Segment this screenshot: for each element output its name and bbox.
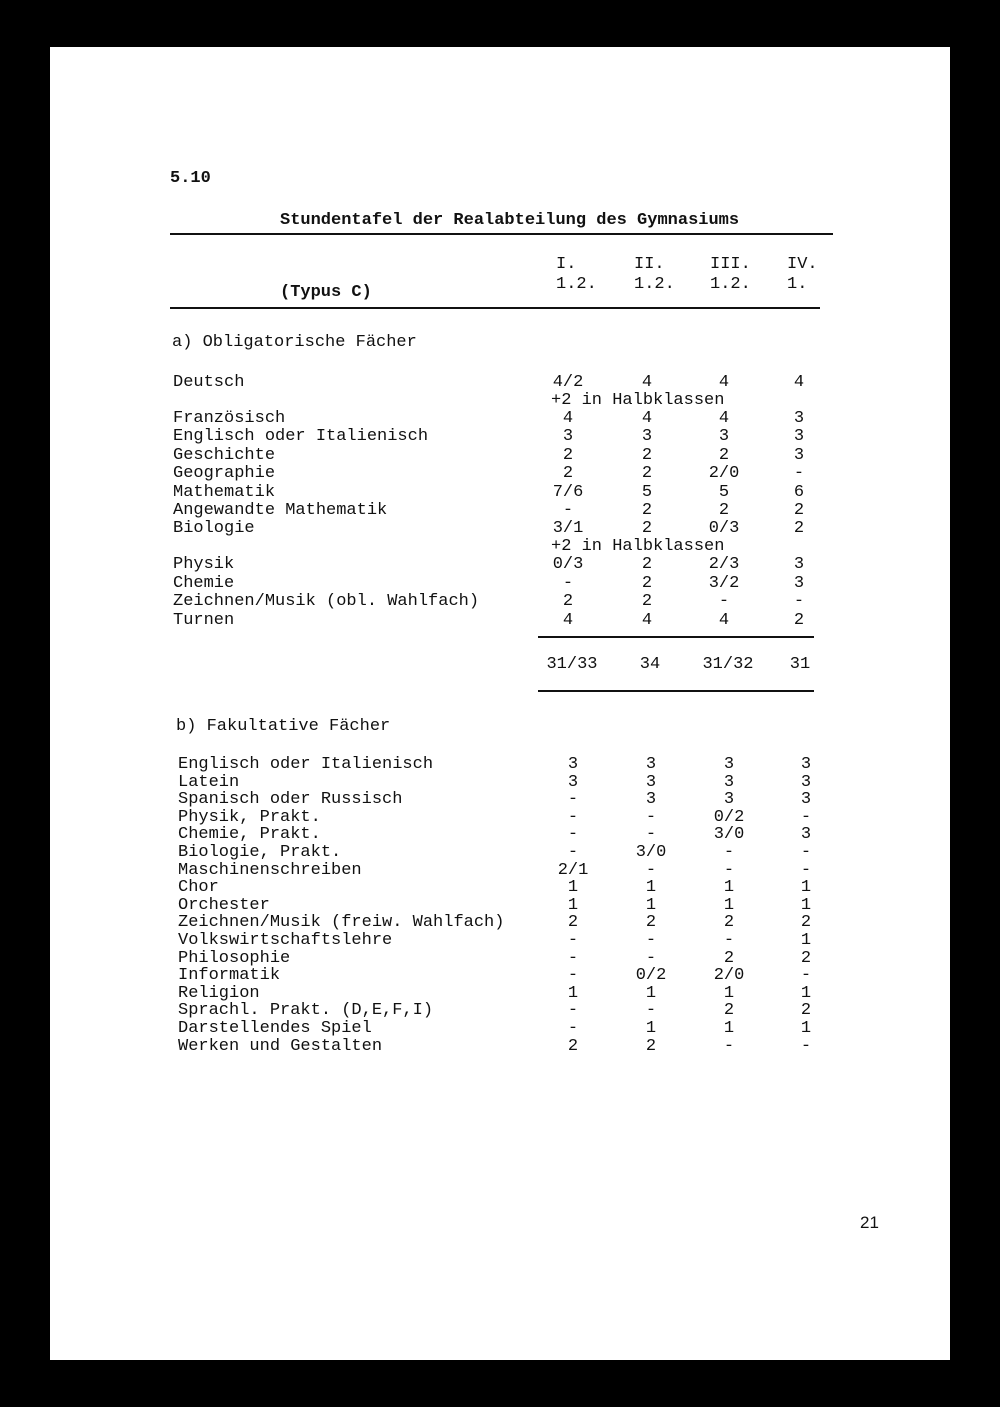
table-row — [178, 1001, 878, 1019]
hours-cell: 3 — [567, 772, 579, 792]
table-row — [173, 483, 873, 501]
hours-cell: 4 — [718, 610, 730, 630]
hours-cell: - — [567, 790, 579, 810]
hours-cell: 1 — [723, 1019, 735, 1038]
section-heading-obligatory: a) Obligatorische Fächer — [172, 333, 417, 352]
hours-cell: 2 — [641, 501, 653, 520]
table-row — [178, 1019, 878, 1037]
hours-cell: 1 — [567, 895, 579, 915]
hours-cell: 2 — [562, 464, 574, 484]
subject-label: Chor — [178, 878, 219, 898]
table-row — [178, 1037, 878, 1055]
subject-label: Informatik — [178, 966, 281, 986]
hours-cell: 2/0 — [708, 464, 740, 484]
top-rule — [170, 233, 833, 235]
hours-cell: 2 — [562, 445, 574, 465]
hours-cell: 3/0 — [635, 843, 667, 862]
column-header-2-top: II. — [634, 255, 665, 274]
subject-label: Latein — [178, 772, 240, 792]
hours-cell: - — [793, 464, 805, 484]
hours-cell: 2 — [793, 610, 805, 630]
hours-cell: 1 — [567, 878, 579, 898]
hours-cell: 1 — [645, 1019, 657, 1038]
hours-cell: - — [723, 843, 735, 862]
hours-cell: - — [645, 807, 657, 827]
hours-cell: 7/6 — [552, 482, 584, 502]
table-row — [173, 409, 873, 427]
column-header-4 — [787, 255, 818, 295]
hours-cell: 3/1 — [552, 519, 584, 539]
hours-cell: - — [567, 931, 579, 950]
table-row — [173, 519, 873, 537]
table-row — [178, 878, 878, 896]
halbklassen-note: +2 in Halbklassen — [551, 537, 725, 557]
hours-cell: 3 — [800, 755, 812, 774]
hours-cell: - — [723, 931, 735, 950]
hours-cell: 4 — [641, 373, 653, 392]
hours-cell: 4 — [718, 373, 730, 392]
subject-label: Physik — [173, 555, 235, 575]
subject-label: Angewandte Mathematik — [173, 501, 388, 520]
column-header-2 — [634, 255, 675, 295]
hours-cell: 3 — [793, 555, 805, 575]
hours-cell: 1 — [723, 878, 735, 898]
hours-cell: 3 — [641, 427, 653, 447]
subject-label: Englisch oder Italienisch — [173, 427, 429, 447]
subject-label: Chemie — [173, 573, 235, 593]
hours-cell: 1 — [645, 878, 657, 898]
hours-cell: - — [645, 1001, 657, 1021]
hours-cell: 3 — [793, 427, 805, 447]
subject-label: Philosophie — [178, 948, 291, 968]
subject-label: Biologie, Prakt. — [178, 843, 342, 862]
column-header-3-top: III. — [710, 255, 751, 274]
hours-cell: 5 — [718, 482, 730, 502]
table-row — [178, 949, 878, 967]
hours-cell: - — [567, 1019, 579, 1038]
table-row — [178, 931, 878, 949]
title-line-2: (Typus C) — [280, 283, 372, 302]
hours-cell: - — [567, 807, 579, 827]
table-row — [178, 984, 878, 1002]
totals-rule-bottom — [538, 690, 814, 692]
hours-cell: 0/3 — [552, 555, 584, 575]
document-page — [50, 47, 950, 1360]
hours-cell: 2 — [641, 592, 653, 612]
hours-cell: 2 — [641, 555, 653, 575]
subject-label: Sprachl. Prakt. (D,E,F,I) — [178, 1001, 434, 1021]
subject-label: Biologie — [173, 519, 255, 539]
subject-label: Mathematik — [173, 482, 276, 502]
hours-cell: - — [800, 843, 812, 862]
table-row — [178, 843, 878, 861]
hours-cell: 2 — [718, 445, 730, 465]
hours-cell: 1 — [800, 1019, 812, 1038]
hours-cell: 3 — [800, 772, 812, 792]
hours-cell: 3 — [723, 790, 735, 810]
subject-label: Deutsch — [173, 373, 245, 392]
total-cell: 34 — [639, 655, 661, 674]
hours-cell: 3 — [723, 772, 735, 792]
table-row — [178, 773, 878, 791]
hours-cell: - — [800, 807, 812, 827]
hours-cell: 2 — [645, 913, 657, 933]
hours-cell: 1 — [723, 895, 735, 915]
hours-cell: 2 — [645, 1036, 657, 1056]
hours-cell: 2 — [723, 913, 735, 933]
hours-cell: 2/1 — [557, 860, 589, 880]
hours-cell: 3/2 — [708, 573, 740, 593]
subject-label: Physik, Prakt. — [178, 807, 321, 827]
hours-cell: 1 — [800, 931, 812, 950]
hours-cell: 3 — [645, 772, 657, 792]
hours-cell: - — [723, 860, 735, 880]
table-row — [178, 913, 878, 931]
table-row — [178, 825, 878, 843]
hours-cell: 1 — [645, 895, 657, 915]
hours-cell: 1 — [800, 878, 812, 898]
hours-cell: 3 — [645, 755, 657, 774]
table-row — [173, 373, 873, 391]
hours-cell: 2 — [718, 501, 730, 520]
hours-cell: 5 — [641, 482, 653, 502]
table-row — [178, 790, 878, 808]
hours-cell: - — [800, 966, 812, 986]
hours-cell: 4 — [562, 409, 574, 428]
hours-cell: 4 — [718, 409, 730, 428]
hours-cell: 3 — [567, 755, 579, 774]
hours-cell: - — [645, 860, 657, 880]
hours-cell: 2 — [800, 948, 812, 968]
subject-label: Werken und Gestalten — [178, 1036, 383, 1056]
hours-cell: - — [645, 825, 657, 845]
subject-label: Zeichnen/Musik (obl. Wahlfach) — [173, 592, 480, 612]
column-header-2-bottom: 1.2. — [634, 275, 675, 294]
halbklassen-note: +2 in Halbklassen — [551, 391, 725, 410]
table-row — [178, 896, 878, 914]
hours-cell: 1 — [800, 983, 812, 1003]
hours-cell: 3 — [793, 445, 805, 465]
hours-cell: 4 — [641, 409, 653, 428]
hours-cell: 2 — [723, 1001, 735, 1021]
subject-label: Religion — [178, 983, 260, 1003]
column-header-4-bottom: 1. — [787, 275, 808, 294]
hours-cell: 4 — [641, 610, 653, 630]
hours-cell: 2 — [793, 519, 805, 539]
table-row — [178, 808, 878, 826]
hours-cell: 0/2 — [713, 807, 745, 827]
table-row — [173, 446, 873, 464]
page-number: 21 — [860, 1213, 879, 1232]
hours-cell: 3 — [718, 427, 730, 447]
table-row — [178, 966, 878, 984]
column-header-1 — [556, 255, 597, 295]
subject-label: Orchester — [178, 895, 270, 915]
column-header-1-bottom: 1.2. — [556, 275, 597, 294]
hours-cell: 2/0 — [713, 966, 745, 986]
table-row — [173, 464, 873, 482]
column-header-4-top: IV. — [787, 255, 818, 274]
hours-cell: 3 — [800, 790, 812, 810]
hours-cell: 2 — [562, 592, 574, 612]
subject-label: Geschichte — [173, 445, 276, 465]
subject-label: Chemie, Prakt. — [178, 825, 321, 845]
hours-cell: 2 — [800, 913, 812, 933]
hours-cell: 4/2 — [552, 373, 584, 392]
hours-cell: 2 — [641, 573, 653, 593]
hours-cell: - — [567, 948, 579, 968]
hours-cell: 3 — [562, 427, 574, 447]
section-number: 5.10 — [170, 169, 211, 188]
hours-cell: 3 — [793, 573, 805, 593]
hours-cell: 1 — [567, 983, 579, 1003]
subject-label: Geographie — [173, 464, 276, 484]
hours-cell: - — [567, 843, 579, 862]
table-row — [173, 555, 873, 573]
total-cell: 31/32 — [702, 655, 754, 674]
table-row — [173, 427, 873, 445]
hours-cell: 6 — [793, 482, 805, 502]
hours-cell: 2 — [641, 445, 653, 465]
hours-cell: - — [567, 1001, 579, 1021]
hours-cell: 2 — [641, 519, 653, 539]
hours-cell: 2 — [793, 501, 805, 520]
hours-cell: 3 — [800, 825, 812, 845]
title-line-1: Stundentafel der Realabteilung des Gymnasiums — [280, 211, 740, 230]
hours-cell: 1 — [645, 983, 657, 1003]
hours-cell: - — [562, 501, 574, 520]
hours-cell: 1 — [800, 895, 812, 915]
column-header-3-bottom: 1.2. — [710, 275, 751, 294]
hours-cell: 2 — [641, 464, 653, 484]
hours-cell: - — [800, 1036, 812, 1056]
subject-label: Turnen — [173, 610, 235, 630]
hours-cell: - — [567, 966, 579, 986]
hours-cell: 3 — [645, 790, 657, 810]
hours-cell: 1 — [723, 983, 735, 1003]
hours-cell: - — [793, 592, 805, 612]
table-row — [178, 861, 878, 879]
column-header-3 — [710, 255, 751, 295]
hours-cell: - — [723, 1036, 735, 1056]
hours-cell: 2 — [723, 948, 735, 968]
section-heading-optional: b) Fakultative Fächer — [176, 717, 391, 736]
hours-cell: - — [800, 860, 812, 880]
hours-cell: - — [562, 573, 574, 593]
table-row — [178, 755, 878, 773]
header-rule — [170, 307, 820, 309]
hours-cell: 3 — [723, 755, 735, 774]
hours-cell: 2 — [567, 913, 579, 933]
hours-cell: 2 — [800, 1001, 812, 1021]
column-header-1-top: I. — [556, 255, 577, 274]
hours-cell: - — [645, 931, 657, 950]
subject-label: Maschinenschreiben — [178, 860, 362, 880]
total-cell: 31 — [789, 655, 811, 674]
hours-cell: 2 — [567, 1036, 579, 1056]
hours-cell: 0/2 — [635, 966, 667, 986]
subject-label: Spanisch oder Russisch — [178, 790, 403, 810]
subject-label: Französisch — [173, 409, 286, 428]
hours-cell: 4 — [793, 373, 805, 392]
subject-label: Englisch oder Italienisch — [178, 755, 434, 774]
table-row — [173, 611, 873, 629]
subject-label: Volkswirtschaftslehre — [178, 931, 393, 950]
hours-cell: - — [645, 948, 657, 968]
table-row — [173, 592, 873, 610]
hours-cell: - — [718, 592, 730, 612]
table-row — [173, 574, 873, 592]
totals-rule-top — [538, 636, 814, 638]
hours-cell: 3 — [793, 409, 805, 428]
table-row — [173, 501, 873, 519]
hours-cell: 4 — [562, 610, 574, 630]
hours-cell: 3/0 — [713, 825, 745, 845]
hours-cell: 2/3 — [708, 555, 740, 575]
subject-label: Darstellendes Spiel — [178, 1019, 372, 1038]
hours-cell: 0/3 — [708, 519, 740, 539]
subject-label: Zeichnen/Musik (freiw. Wahlfach) — [178, 913, 505, 933]
total-cell: 31/33 — [546, 655, 598, 674]
hours-cell: - — [567, 825, 579, 845]
